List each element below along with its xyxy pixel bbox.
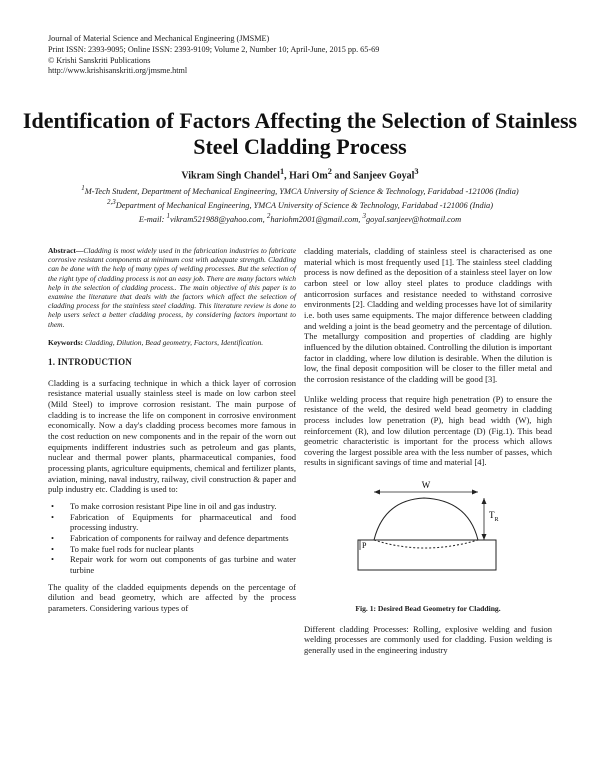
journal-name: Journal of Material Science and Mechanical Engineering (JMSME) (48, 34, 270, 43)
width-label: W (421, 480, 431, 491)
journal-url[interactable]: http://www.krishisanskriti.org/jmsme.html (48, 66, 188, 76)
keywords: Keywords: Cladding, Dilution, Bead geometry, Factors, Identification. (48, 337, 264, 347)
list-item: • To make fuel rods for nuclear plants (48, 544, 296, 555)
right-paragraph-2: Unlike welding process that require high penetration (P) to ensure the resistance of the weld, the desired weld bead geometry in cladding process includes low penetration (P), high bead width (W), high reinforcement (R), and low dilution percentage (D) (Fig.1). This bead geometric characteristic is important for the process which allows covering the largest possible area with the less number of passes, which results in significant savings of time and material [4]. (304, 393, 552, 468)
list-item: • Fabrication of Equipments for pharmaceutical and food processing industry. (48, 512, 296, 533)
affiliation-2: $^{2,3}$Department of Mechanical Engineering, YMCA University of Science & Technology, Faridabad -121006 (India) (106, 198, 493, 210)
list-item: • To make corrosion resistant Pipe line in oil and gas industry. (48, 501, 296, 512)
affiliation-1: $^1$M-Tech Student, Department of Mechanical Engineering, YMCA University of Science & Technology, Faridabad -121006 (India) (81, 184, 519, 196)
journal-issn: Print ISSN: 2393-9095; Online ISSN: 2393-9109; Volume 2, Number 10; April-June, 2015 pp. 65-69 (48, 44, 380, 54)
affiliations (20, 183, 580, 226)
paper-title: Identification of Factors Affecting the Selection of Stainless Steel Cladding Process (22, 108, 578, 159)
penetration-label: P (362, 541, 367, 551)
right-paragraph-1: cladding materials, cladding of stainless steel is characterised as one material which is most frequently used [1]. The stainless steel cladding process is now defined as the deposition of a stainless steel layer on low carbon steel or low alloy steel plates to produce claddings with anticorrosion surfaces and resistance needed to withstand corrosive environments [2]. Cladding and welding processes have lot of similarity i.e. both uses same equipments. The major difference between cladding and welding a joint is the bead geometry and the percentage of dilution. The metallurgy composition and properties of cladding are highly influenced by the dilution obtained. Controlling the dilution is important factor in cladding, where low dilution is desirable. When the dilution is low, the final deposit composition will be closer to the filler metal and the corrosion resistance of the cladding will be good [3]. (304, 246, 552, 384)
left-column (48, 246, 296, 613)
right-paragraph-3: Different cladding Processes: Rolling, explosive welding and fusion welding processes are commonly used for cladding. Fusion welding is generally used in the engineering industry (304, 623, 552, 656)
journal-publisher: © Krishi Sanskriti Publications (48, 55, 151, 65)
paper-authors: Vikram Singh Chandel$^1$, Hari Om$^2$ and Sanjeev Goyal$^3$ (181, 167, 419, 182)
figure-caption: Fig. 1: Desired Bead Geometry for Cladding. (355, 604, 501, 614)
author-1: Vikram Singh Chandel (181, 170, 280, 182)
journal-header (48, 34, 568, 77)
bead-reinforcement (374, 498, 478, 540)
bead-geometry-diagram (344, 478, 514, 600)
author-2: Hari Om (289, 170, 328, 182)
reinforcement-label: $T_R$ (489, 510, 499, 524)
intro-paragraph-2: The quality of the cladded equipments depends on the percentage of dilution and bead geometry, which are affected by the process parameters. Considering various types of (48, 581, 296, 613)
arrow-right-icon (472, 490, 478, 495)
intro-paragraph-1: Cladding is a surfacing technique in which a thick layer of corrosion resistance material usually stainless steel is made on low carbon steel (Mild Steel) to improve corrosion resistant. The main purpose of cladding is to increase the life on component in corrosive environment economically. Now a day's cladding process becomes more famous in the cost reduction on new components and in the repair of the worn out equipments indifferent industries such as petroleum and gas plants, nuclear and thermal power plants, pharmaceutical companies, food processing plants, agriculture equipments, chemical and fertilizer plants, aviation, mining, naval industry, railway, civil construction & paper and pulp industry etc. Cladding is used to: (48, 377, 296, 495)
bead-geometry-figure (304, 478, 552, 600)
arrow-left-icon (374, 490, 380, 495)
section-heading-introduction: 1. INTRODUCTION (48, 357, 133, 368)
list-item: • Fabrication of components for railway and defence departments (48, 533, 296, 544)
email-line: E-mail: $^1$vikram521988@yahoo.com, $^2$hariohm2001@gmail.com, $^3$goyal.sanjeev@hotmail.com (138, 212, 462, 225)
uses-list (48, 501, 296, 576)
arrow-up-icon (482, 498, 487, 504)
arrow-down-icon (482, 534, 487, 540)
author-3: Sanjeev Goyal (353, 170, 415, 182)
list-item: • Repair work for worn out components of gas turbine and water turbine (48, 554, 296, 575)
abstract: Abstract—Cladding is most widely used in the fabrication industries to fabricate corrosive resistant components at minimum cost with adequate strength. Cladding can be done with the help of many types of welding processes. But the selection of the right type of cladding process is not an easy job. There are many factors which help in the selection of cladding process.. The main objective of this paper is to examine the literature that deals with the factors which affect the selection of cladding process for the stainless steel cladding. This literature review is done to help users select a better cladding process, by considering factors important to them. (48, 246, 296, 329)
right-column (304, 246, 552, 656)
base-plate (358, 540, 496, 570)
